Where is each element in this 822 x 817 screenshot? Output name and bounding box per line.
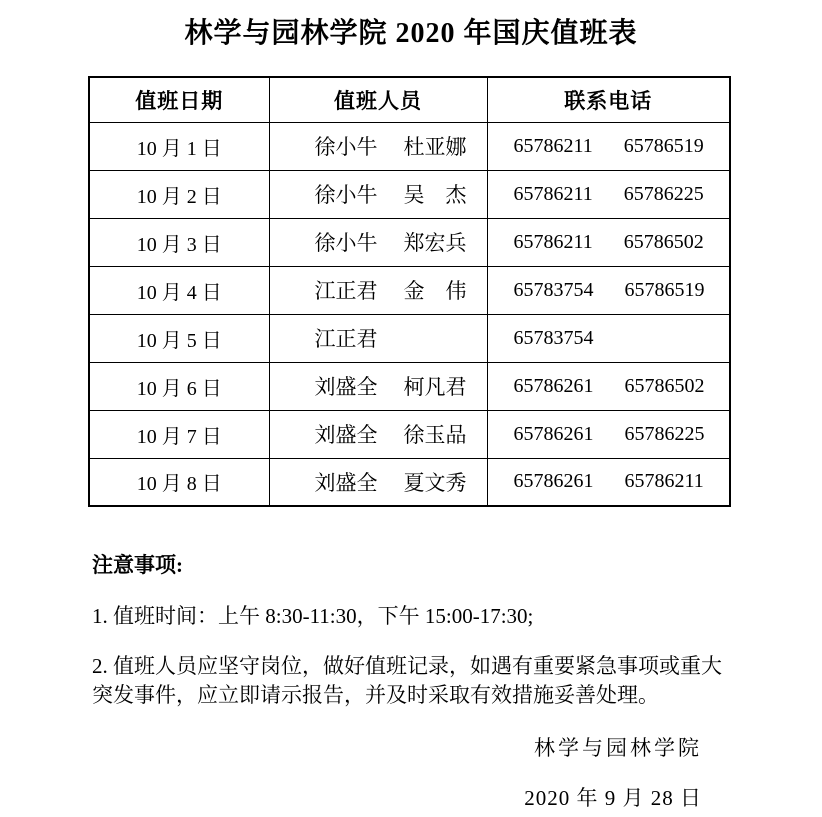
phone-2: 65786225 bbox=[623, 182, 704, 205]
table-row bbox=[89, 458, 730, 506]
duty-person-1: 徐小牛 bbox=[314, 231, 378, 256]
duty-date: 10 月 6 日 bbox=[89, 362, 269, 410]
table-row bbox=[89, 362, 730, 410]
table-row bbox=[89, 266, 730, 314]
phone-cell bbox=[487, 170, 730, 218]
table-header-row bbox=[89, 77, 730, 122]
phone-cell bbox=[487, 362, 730, 410]
phone-cell bbox=[487, 218, 730, 266]
duty-date: 10 月 1 日 bbox=[89, 122, 269, 170]
footer-section bbox=[0, 732, 822, 812]
signature-date: 2020 年 9 月 28 日 bbox=[524, 786, 702, 811]
table-row bbox=[89, 170, 730, 218]
header-duty-person: 值班人员 bbox=[269, 77, 487, 122]
duty-person-cell bbox=[269, 458, 487, 506]
duty-person-2: 郑宏兵 bbox=[403, 231, 467, 256]
duty-person-2: 吴 杰 bbox=[403, 183, 467, 208]
duty-date: 10 月 8 日 bbox=[89, 458, 269, 506]
notes-heading: 注意事项: bbox=[92, 553, 183, 578]
duty-date: 10 月 5 日 bbox=[89, 314, 269, 362]
phone-2: 65786519 bbox=[624, 278, 705, 301]
duty-person-2: 徐玉品 bbox=[403, 423, 467, 448]
duty-person-2: 杜亚娜 bbox=[403, 135, 467, 160]
duty-schedule-table bbox=[88, 76, 731, 507]
phone-cell bbox=[487, 122, 730, 170]
phone-1: 65786211 bbox=[513, 230, 593, 253]
duty-person-cell bbox=[269, 218, 487, 266]
note-item-1: 1. 值班时间：上午 8:30-11:30，下午 15:00-17:30; bbox=[92, 604, 534, 629]
header-duty-date: 值班日期 bbox=[89, 77, 269, 122]
duty-person-1: 刘盛全 bbox=[314, 470, 378, 495]
duty-date: 10 月 3 日 bbox=[89, 218, 269, 266]
duty-person-1: 江正君 bbox=[314, 279, 378, 304]
phone-1: 65786261 bbox=[513, 374, 594, 397]
duty-person-2: 夏文秀 bbox=[403, 470, 467, 495]
phone-2: 65786519 bbox=[623, 134, 704, 157]
duty-person-cell bbox=[269, 314, 487, 362]
header-contact-phone: 联系电话 bbox=[487, 77, 730, 122]
table-row bbox=[89, 218, 730, 266]
phone-1: 65783754 bbox=[513, 278, 594, 301]
notes-section bbox=[92, 549, 734, 710]
phone-cell bbox=[487, 266, 730, 314]
phone-1: 65786211 bbox=[513, 134, 593, 157]
duty-date: 10 月 2 日 bbox=[89, 170, 269, 218]
table-row bbox=[89, 410, 730, 458]
duty-person-2: 金 伟 bbox=[403, 279, 467, 304]
phone-1: 65783754 bbox=[513, 326, 594, 349]
duty-person-cell bbox=[269, 170, 487, 218]
duty-person-1: 刘盛全 bbox=[314, 423, 378, 448]
signature-department: 林学与园林学院 bbox=[534, 736, 702, 761]
phone-cell bbox=[487, 410, 730, 458]
phone-2: 65786502 bbox=[624, 374, 705, 397]
duty-person-1: 刘盛全 bbox=[314, 375, 378, 400]
note-item-2: 2. 值班人员应坚守岗位，做好值班记录，如遇有重要紧急事项或重大突发事件，应立即请示报告，并及时采取有效措施妥善处理。 bbox=[92, 654, 722, 708]
phone-cell bbox=[487, 314, 730, 362]
duty-date: 10 月 7 日 bbox=[89, 410, 269, 458]
page-title: 林学与园林学院 2020 年国庆值班表 bbox=[184, 18, 638, 49]
phone-1: 65786211 bbox=[513, 182, 593, 205]
phone-1: 65786261 bbox=[513, 422, 594, 445]
duty-person-1: 徐小牛 bbox=[314, 183, 378, 208]
duty-person-1: 江正君 bbox=[314, 327, 378, 352]
duty-person-1: 徐小牛 bbox=[314, 135, 378, 160]
duty-person-cell bbox=[269, 362, 487, 410]
phone-2: 65786502 bbox=[623, 230, 704, 253]
phone-cell bbox=[487, 458, 730, 506]
duty-person-cell bbox=[269, 266, 487, 314]
phone-1: 65786261 bbox=[513, 470, 594, 493]
duty-person-cell bbox=[269, 122, 487, 170]
phone-2: 65786211 bbox=[624, 470, 704, 493]
phone-2: 65786225 bbox=[624, 422, 705, 445]
duty-person-cell bbox=[269, 410, 487, 458]
table-row bbox=[89, 122, 730, 170]
table-row bbox=[89, 314, 730, 362]
duty-date: 10 月 4 日 bbox=[89, 266, 269, 314]
duty-person-2: 柯凡君 bbox=[403, 375, 467, 400]
